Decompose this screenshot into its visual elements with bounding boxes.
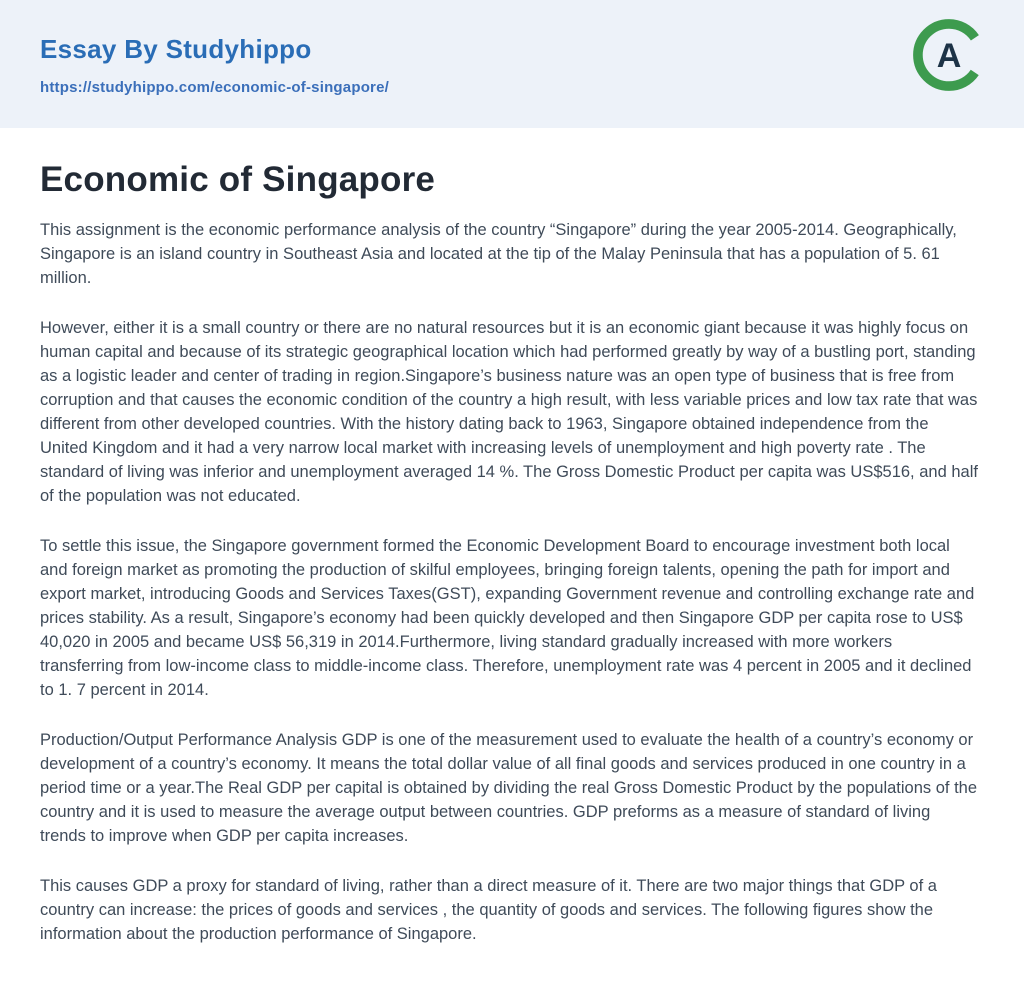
article-paragraph: However, either it is a small country or there are no natural resources but it is an economic giant because it was highly focus on human capital and because of its strategic geographical location which had performed greatly by way of a bustling port, standing as a logistic leader and center of trading in region.Singapore’s business nature was an open type of business that is free from corruption and that causes the economic condition of the country a high result, with less variable prices and low tax rate that was different from other developed countries. With the history dating back to 1963, Singapore obtained independence from the United Kingdom and it had a very narrow local market with increasing levels of unemployment and high poverty rate . The standard of living was inferior and unemployment averaged 14 %. The Gross Domestic Product per capita was US$516, and half of the population was not educated. [40,319,978,505]
essay-article [40,160,980,946]
studyhippo-logo-icon [912,18,986,92]
article-paragraph: This causes GDP a proxy for standard of living, rather than a direct measure of it. There are two major things that GDP of a country can increase: the prices of goods and services , the quantity of goods and services. The following figures show the information about the production performance of Singapore. [40,877,937,943]
article-paragraph: To settle this issue, the Singapore government formed the Economic Development Board to encourage investment both local and foreign market as promoting the production of skilful employees, bringing foreign talents, opening the path for import and export market, introducing Goods and Services Taxes(GST), expanding Government revenue and controlling exchange rate and prices stability. As a result, Singapore’s economy had been quickly developed and then Singapore GDP per capita rose to US$ 40,020 in 2005 and became US$ 56,319 in 2014.Furthermore, living standard gradually increased with more workers transferring from low-income class to middle-income class. Therefore, unemployment rate was 4 percent in 2005 and it declined to 1. 7 percent in 2014. [40,537,975,699]
source-url-link[interactable]: https://studyhippo.com/economic-of-singapore/ [40,79,390,96]
site-header [0,0,1024,128]
article-paragraph: This assignment is the economic performance analysis of the country “Singapore” during the year 2005-2014. Geographically, Singapore is an island country in Southeast Asia and located at the tip of the Malay Peninsula that has a population of 5. 61 million. [40,221,957,287]
article-paragraph: Production/Output Performance Analysis GDP is one of the measurement used to evaluate the health of a country’s economy or development of a country’s economy. It means the total dollar value of all final goods and services produced in one country in a period time or a year.The Real GDP per capital is obtained by dividing the real Gross Domestic Product by the populations of the country and it is used to measure the average output between countries. GDP preforms as a measure of standard of living trends to improve when GDP per capita increases. [40,731,978,845]
logo-letter: A [936,36,962,75]
site-title: Essay By Studyhippo [40,34,312,64]
article-title: Economic of Singapore [40,160,436,199]
content [0,128,1024,986]
